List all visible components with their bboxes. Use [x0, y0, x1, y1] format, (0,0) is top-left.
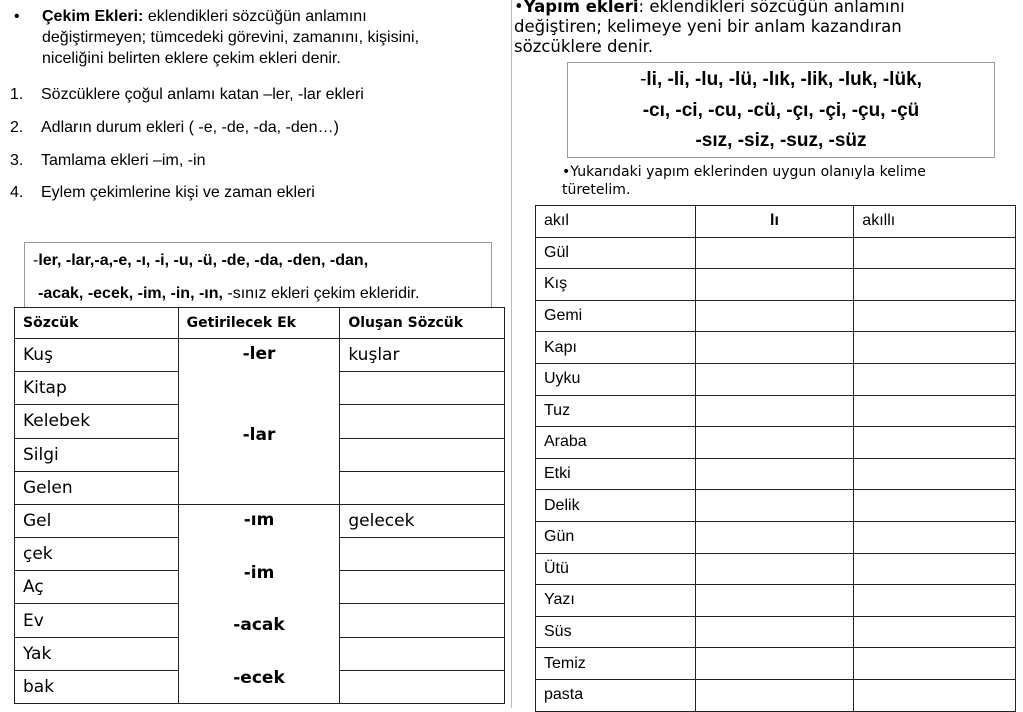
suffix-cell[interactable]	[695, 427, 854, 459]
instruction-line-1: Yukarıdaki yapım eklerinden uygun olanıyla kelime	[570, 164, 926, 180]
table-row	[536, 616, 1016, 648]
result-cell[interactable]	[340, 538, 505, 571]
suffix-label: -ım	[243, 510, 275, 530]
suffix-line-2-bold: -acak, -ecek, -im, -in, -ın,	[38, 285, 223, 302]
suffix-line-2-rest: -sınız ekleri çekim ekleridir.	[222, 285, 420, 302]
yapim-suffix-box	[567, 62, 995, 158]
word-cell: Gelen	[15, 471, 179, 504]
list-text: Sözcüklere çoğul anlamı katan –ler, -lar ekleri	[41, 86, 364, 103]
bullet: •	[14, 8, 20, 25]
suffix-cell[interactable]	[695, 300, 854, 332]
word-cell: Kitap	[15, 372, 179, 405]
table-row	[536, 427, 1016, 459]
suffix-cell[interactable]: lı	[695, 206, 854, 238]
suffix-cell[interactable]	[695, 585, 854, 617]
result-cell[interactable]	[854, 553, 1016, 585]
list-text: Tamlama ekleri –im, -in	[41, 152, 206, 169]
suffix-cell[interactable]	[695, 332, 854, 364]
suffix-cell[interactable]	[695, 679, 854, 711]
table-row	[536, 679, 1016, 711]
suffix-line-3: -sız, -siz, -suz, -süz	[695, 130, 867, 151]
table-row	[536, 585, 1016, 617]
word-cell: Silgi	[15, 438, 179, 471]
suffix-dash: -	[640, 69, 647, 90]
word-cell: Yazı	[536, 585, 696, 617]
suffix-label: -im	[243, 563, 275, 583]
header-sozcuk: Sözcük	[15, 308, 179, 339]
definition-term: Yapım ekleri	[523, 0, 639, 16]
word-cell: Aç	[15, 571, 179, 604]
result-cell[interactable]	[340, 372, 505, 405]
suffix-line-2: -cı, -ci, -cu, -cü, -çı, -çi, -çu, -çü	[642, 100, 920, 121]
suffix-line-1: ler, -lar,-a,-e, -ı, -i, -u, -ü, -de, -da, -den, -dan,	[38, 252, 369, 269]
definition-line-2: değiştiren; kelimeye yeni bir anlam kazandıran	[514, 17, 902, 36]
suffix-cell[interactable]	[695, 490, 854, 522]
result-cell[interactable]: gelecek	[340, 505, 505, 538]
suffix-group-2	[178, 505, 340, 704]
instruction-line-2: türetelim.	[562, 182, 631, 198]
list-number: 3.	[10, 152, 24, 169]
word-cell: Gel	[15, 505, 179, 538]
definition-line-1: : eklendikleri sözcüğün anlamını	[638, 0, 905, 16]
word-cell: Etki	[536, 458, 696, 490]
word-cell: Gün	[536, 521, 696, 553]
definition-term: Çekim Ekleri:	[42, 8, 144, 25]
result-cell[interactable]	[854, 679, 1016, 711]
result-cell[interactable]	[340, 571, 505, 604]
word-cell: Gül	[536, 237, 696, 269]
definition-line-3: niceliğini belirten eklere çekim ekleri denir.	[42, 50, 341, 67]
result-cell[interactable]	[854, 300, 1016, 332]
suffix-label: -ecek	[233, 668, 285, 688]
table-row	[536, 458, 1016, 490]
table-row	[15, 339, 505, 372]
suffix-label: -ler	[242, 344, 276, 364]
yapim-ekleri-definition	[514, 0, 1014, 57]
definition-line-3: sözcüklere denir.	[514, 37, 654, 56]
word-cell: Uyku	[536, 363, 696, 395]
header-olusan: Oluşan Sözcük	[340, 308, 505, 339]
word-cell: Kuş	[15, 339, 179, 372]
result-cell[interactable]	[854, 616, 1016, 648]
suffix-cell[interactable]	[695, 458, 854, 490]
cekim-exercise-table	[14, 307, 505, 704]
list-number: 2.	[10, 119, 24, 136]
suffix-cell[interactable]	[695, 269, 854, 301]
word-cell: Delik	[536, 490, 696, 522]
table-row	[536, 332, 1016, 364]
column-divider	[511, 0, 512, 708]
word-cell: Kış	[536, 269, 696, 301]
word-cell: çek	[15, 538, 179, 571]
word-cell: pasta	[536, 679, 696, 711]
result-cell[interactable]	[854, 332, 1016, 364]
word-cell: Temiz	[536, 648, 696, 680]
suffix-cell[interactable]	[695, 363, 854, 395]
suffix-label: -acak	[233, 615, 285, 635]
cekim-suffix-box	[24, 242, 492, 308]
result-cell[interactable]	[340, 637, 505, 670]
word-cell: Süs	[536, 616, 696, 648]
table-row	[15, 505, 505, 538]
result-cell[interactable]: kuşlar	[340, 339, 505, 372]
result-cell[interactable]	[340, 670, 505, 703]
suffix-cell[interactable]	[695, 237, 854, 269]
result-cell[interactable]	[854, 521, 1016, 553]
header-ek: Getirilecek Ek	[178, 308, 340, 339]
table-header-row	[15, 308, 505, 339]
definition-line-2: değiştirmeyen; tümcedeki görevini, zamanını, kişisini,	[42, 29, 420, 46]
result-cell[interactable]	[854, 237, 1016, 269]
result-cell[interactable]	[854, 269, 1016, 301]
table-row	[536, 395, 1016, 427]
list-number: 4.	[10, 184, 24, 201]
suffix-label: -lar	[242, 425, 276, 445]
suffix-cell[interactable]	[695, 616, 854, 648]
word-cell: Gemi	[536, 300, 696, 332]
suffix-group-1	[178, 339, 340, 505]
word-cell: Araba	[536, 427, 696, 459]
word-cell: Yak	[15, 637, 179, 670]
word-cell: bak	[15, 670, 179, 703]
definition-line-1: eklendikleri sözcüğün anlamını	[147, 8, 367, 25]
list-text: Eylem çekimlerine kişi ve zaman ekleri	[41, 184, 315, 201]
suffix-line-1: li, -li, -lu, -lü, -lık, -lik, -luk, -lük,	[646, 69, 922, 90]
result-cell[interactable]	[854, 648, 1016, 680]
table-row	[536, 237, 1016, 269]
table-row	[536, 206, 1016, 238]
suffix-dash: -	[33, 252, 39, 269]
table-row	[536, 553, 1016, 585]
word-cell: Kapı	[536, 332, 696, 364]
suffix-cell[interactable]	[695, 395, 854, 427]
result-cell[interactable]	[340, 604, 505, 637]
table-row	[536, 300, 1016, 332]
result-cell[interactable]	[854, 363, 1016, 395]
result-cell[interactable]	[854, 395, 1016, 427]
word-cell: Ev	[15, 604, 179, 637]
table-row	[536, 269, 1016, 301]
bullet: •	[514, 0, 524, 16]
result-cell[interactable]: akıllı	[854, 206, 1016, 238]
suffix-cell[interactable]	[695, 648, 854, 680]
suffix-cell[interactable]	[695, 521, 854, 553]
table-row	[536, 490, 1016, 522]
result-cell[interactable]	[854, 458, 1016, 490]
list-text: Adların durum ekleri ( -e, -de, -da, -den…)	[41, 119, 339, 136]
suffix-cell[interactable]	[695, 553, 854, 585]
result-cell[interactable]	[854, 427, 1016, 459]
word-cell: Ütü	[536, 553, 696, 585]
table-row	[536, 521, 1016, 553]
result-cell[interactable]	[854, 490, 1016, 522]
result-cell[interactable]	[340, 438, 505, 471]
word-cell: Tuz	[536, 395, 696, 427]
result-cell[interactable]	[854, 585, 1016, 617]
table-row	[536, 363, 1016, 395]
list-number: 1.	[10, 86, 24, 103]
table-row	[536, 648, 1016, 680]
result-cell[interactable]	[340, 405, 505, 438]
yapim-exercise-table	[535, 205, 1016, 712]
bullet: •	[562, 164, 571, 180]
result-cell[interactable]	[340, 471, 505, 504]
word-cell: Kelebek	[15, 405, 179, 438]
word-cell: akıl	[536, 206, 696, 238]
instruction-text	[562, 163, 1012, 199]
